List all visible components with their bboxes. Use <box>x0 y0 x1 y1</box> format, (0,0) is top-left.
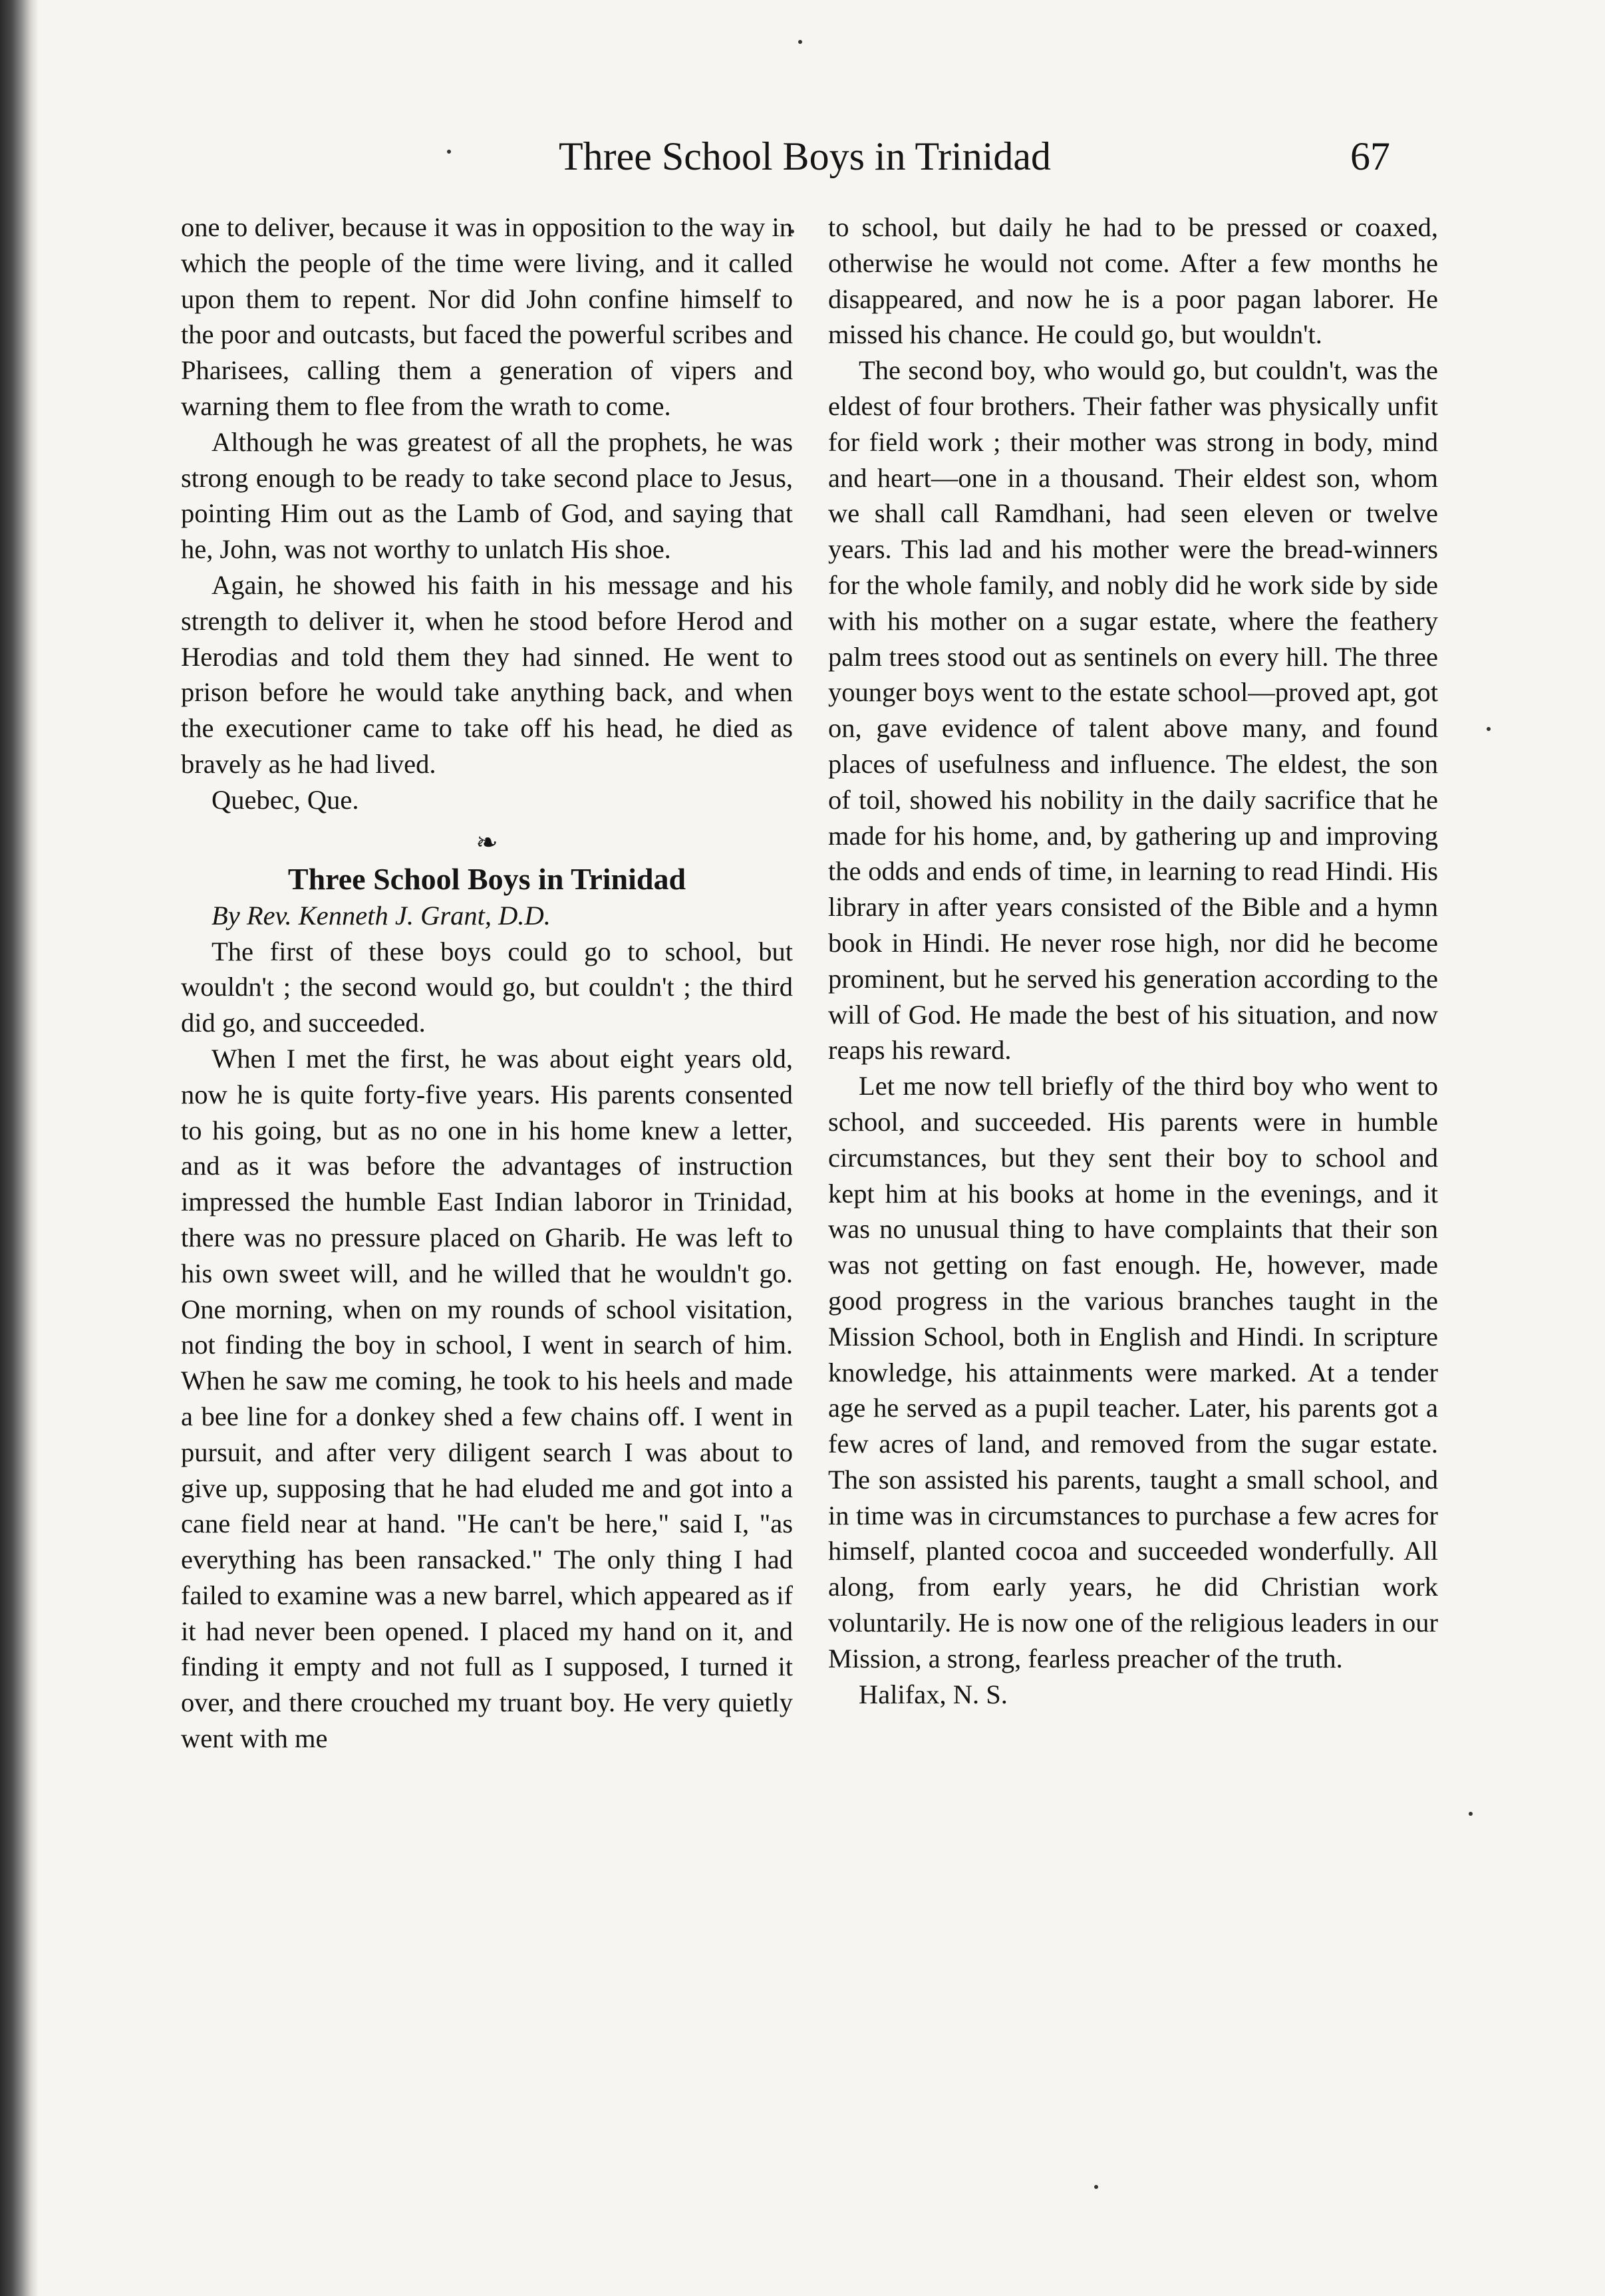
paragraph: Although he was greatest of all the prophets, he was strong enough to be ready to take second place to Jesus, pointing Him out as the Lamb of God, and saying that he, John, was not worthy to unlatch His shoe. <box>181 426 793 565</box>
paragraph: to school, but daily he had to be pressed or coaxed, otherwise he would not come. After a few months he disappeared, and now he is a poor pagan laborer. He missed his chance. He could go, but wouldn't. <box>828 212 1438 350</box>
speck <box>798 40 802 44</box>
section-ornament-icon: ❧ <box>476 827 498 857</box>
speck <box>1487 727 1491 731</box>
page-number: 67 <box>1350 134 1390 178</box>
paragraph: The first of these boys could go to school, but wouldn't ; the second would go, but couldn't ; the third did go, and succeeded. <box>181 936 793 1038</box>
byline: By Rev. Kenneth J. Grant, D.D. <box>212 900 551 931</box>
paragraph: Let me now tell briefly of the third boy who went to school, and succeeded. His parents were in humble circumstances, but they sent their boy to school and kept him at his books at home in the evenings, and it was no unusual thing to have complaints that their son was not getting on fast enough. He, however, made good progress in the various branches taught in the Mission School, both in English and Hindi. In scripture knowledge, his attainments were marked. At a tender age he served as a pupil teacher. Later, his parents got a few acres of land, and removed from the sugar estate. The son assisted his parents, taught a small school, and in time was in circumstances to purchase a few acres for himself, planted cocoa and succeeded wonderfully. All along, from early years, he did Christian work voluntarily. He is now one of the religious leaders in our Mission, a strong, fearless preacher of the truth. <box>828 1071 1438 1673</box>
page-binding-edge <box>0 0 39 2296</box>
running-title: Three School Boys in Trinidad <box>558 134 1051 178</box>
paragraph: When I met the first, he was about eight years old, now he is quite forty-five years. His parents consented to his going, but as no one in his home knew a letter, and as it was before the advantages of instruction impressed the humble East Indian laboror in Trinidad, there was no pressure placed on Gharib. He was left to his own sweet will, and he willed that he wouldn't go. One morning, when on my rounds of school visitation, not finding the boy in school, I went in search of him. When he saw me coming, he took to his heels and made a bee line for a donkey shed a few chains off. I went in pursuit, and after very diligent search I was about to give up, supposing that he had eluded me and got into a cane field near at hand. "He can't be here," said I, "as everything has been ransacked." The only thing I had failed to examine was a new barrel, which appeared as if it had never been opened. I placed my hand on it, and finding it empty and not full as I supposed, I turned it over, and there crouched my truant boy. He very quietly went with me <box>181 1043 793 1754</box>
paragraph: The second boy, who would go, but couldn't, was the eldest of four brothers. Their father was physically unfit for field work ; their mother was strong in body, mind and heart—one in a thousand. Their eldest son, whom we shall call Ramdhani, had seen eleven or twelve years. This lad and his mother were the bread-winners for the whole family, and nobly did he work side by side with his mother on a sugar estate, where the feathery palm trees stood out as sentinels on every hill. The three younger boys went to the estate school—proved apt, got on, gave evidence of talent above many, and found places of usefulness and influence. The eldest, the son of toil, showed his nobility in the daily sacrifice that he made for his home, and, by gathering up and improving the odds and ends of time, in learning to read Hindi. His library in after years consisted of the Bible and a hymn book in Hindi. He never rose high, nor did he become prominent, but he served his generation according to the will of God. He made the best of his situation, and now reaps his reward. <box>828 355 1438 1066</box>
speck <box>1094 2185 1098 2189</box>
signoff: Halifax, N. S. <box>859 1679 1008 1709</box>
dateline: Quebec, Que. <box>212 784 359 815</box>
right-column <box>828 210 1438 1712</box>
speck <box>1469 1812 1473 1816</box>
paragraph: Again, he showed his faith in his message and his strength to deliver it, when he stood before Herod and Herodias and told them they had sinned. He went to prison before he would take anything back, and when the executioner came to take off his head, he died as bravely as he had lived. <box>181 569 793 779</box>
left-column <box>181 210 793 1757</box>
paragraph: one to deliver, because it was in opposition to the way in which the people of the time were living, and it called upon them to repent. Nor did John confine himself to the poor and outcasts, but faced the powerful scribes and Pharisees, calling them a generation of vipers and warning them to flee from the wrath to come. <box>181 212 793 421</box>
article-title: Three School Boys in Trinidad <box>287 861 686 896</box>
page-header <box>0 126 1605 186</box>
